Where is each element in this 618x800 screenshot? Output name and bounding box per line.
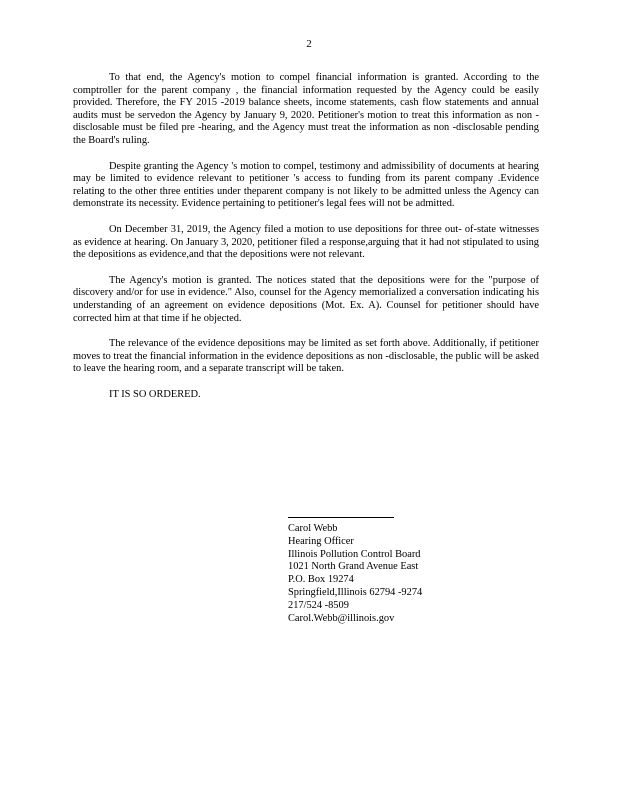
paragraph-financial-information: To that end, the Agency's motion to compel financial information is granted. According to the comptroller for the parent company , the financial information requested by the Agency could be easily provided. Therefore, the FY 2015 -2019 balance sheets, income statements, cash flow statements and annual audits must be servedon the Agency by January 9, 2020. Petitioner's motion to treat this information as non -disclosable must be filed pre -hearing, and the Agency must treat the information as non -disclosable pending the Board's ruling. bbox=[73, 72, 539, 146]
signer-organization: Illinois Pollution Control Board bbox=[288, 548, 421, 560]
signature-line bbox=[288, 517, 394, 519]
address-line-2: P.O. Box 19274 bbox=[288, 574, 354, 586]
page-number: 2 bbox=[306, 38, 312, 50]
paragraph-motion-granted: The Agency's motion is granted. The notices stated that the depositions were for the "purpose of discovery and/or for use in evidence." Also, counsel for the Agency memorialized a conversation indicating his understanding of an agreement on evidence depositions (Mot. Ex. A). Counsel for petitioner should have corrected him at that time if he objected. bbox=[73, 274, 539, 324]
document-body bbox=[73, 72, 539, 401]
signature-block bbox=[288, 503, 488, 625]
email-address: Carol.Webb@illinois.gov bbox=[288, 612, 395, 624]
phone-number: 217/524 -8509 bbox=[288, 599, 349, 611]
signer-name: Carol Webb bbox=[288, 523, 338, 534]
signer-title: Hearing Officer bbox=[288, 535, 354, 547]
paragraph-depositions-motion: On December 31, 2019, the Agency filed a motion to use depositions for three out- of-state witnesses as evidence at hearing. On January 3, 2020, petitioner filed a response,arguing that it had not stipulated to using the depositions as evidence,and that the depositions were not relevant. bbox=[73, 223, 539, 261]
paragraph-testimony-admissibility: Despite granting the Agency 's motion to compel, testimony and admissibility of documents at hearing may be limited to evidence relevant to petitioner 's access to funding from its parent company .Evidence relating to the other three entities under theparent company is not likely to be admitted unless the Agency can demonstrate its necessity. Evidence pertaining to petitioner's legal fees will not be admitted. bbox=[73, 160, 539, 210]
order-statement: IT IS SO ORDERED. bbox=[109, 388, 201, 400]
address-line-1: 1021 North Grand Avenue East bbox=[288, 561, 419, 573]
address-line-3: Springfield,Illinois 62794 -9274 bbox=[288, 586, 423, 598]
paragraph-relevance: The relevance of the evidence depositions may be limited as set forth above. Additionally, if petitioner moves to treat the financial information in the evidence depositions as non -disclosable, the public will be asked to leave the hearing room, and a separate transcript will be taken. bbox=[73, 338, 539, 375]
